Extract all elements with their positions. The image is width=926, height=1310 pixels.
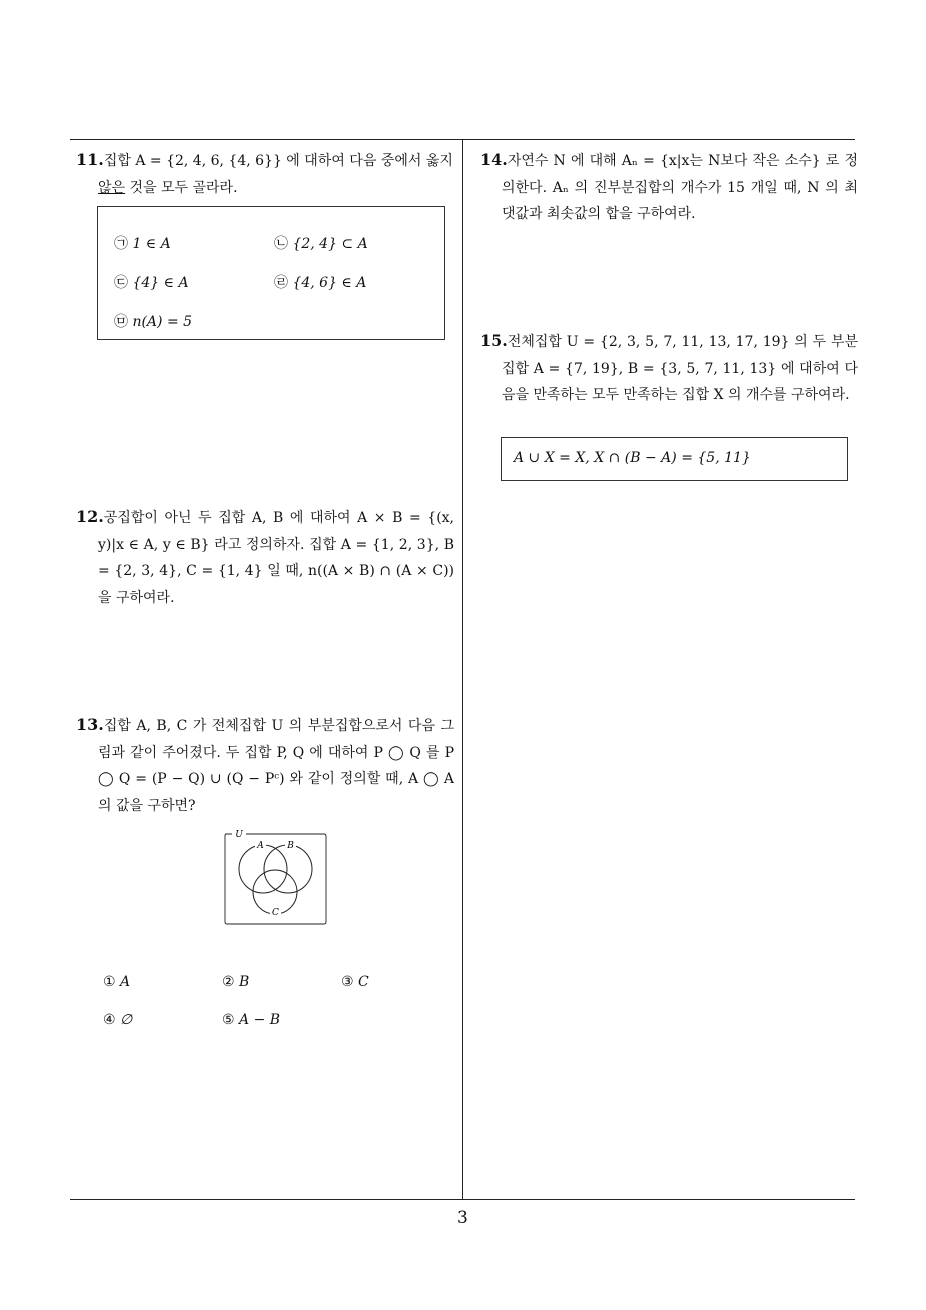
option-expr: n(A) = 5	[132, 314, 193, 330]
venn-label-b: B	[287, 841, 294, 851]
choice-expr: C	[358, 974, 369, 990]
question-number: 13.	[76, 715, 104, 734]
bottom-rule	[70, 1199, 855, 1200]
choice-4[interactable]	[103, 1012, 132, 1028]
question-15-condition: A ∪ X = X, X ∩ (B − A) = {5, 11}	[514, 450, 751, 466]
question-14	[480, 147, 858, 228]
question-number: 15.	[480, 331, 508, 350]
choice-2[interactable]	[222, 974, 249, 990]
option-mark: ㉠	[114, 236, 128, 252]
choice-mark: ⑤	[222, 1012, 235, 1028]
question-number: 12.	[76, 507, 104, 526]
page-number: 3	[457, 1208, 468, 1228]
question-15-text	[480, 328, 858, 409]
choice-3[interactable]	[341, 974, 369, 990]
question-14-text	[480, 147, 858, 228]
choice-expr: ∅	[120, 1012, 133, 1028]
question-number: 14.	[480, 150, 508, 169]
choice-expr: A − B	[239, 1012, 281, 1028]
option-rieul	[274, 272, 366, 292]
question-15	[480, 328, 858, 409]
option-expr: {4} ∈ A	[132, 275, 189, 291]
question-number: 11.	[76, 150, 104, 169]
question-12-text	[76, 504, 454, 611]
choice-expr: A	[120, 974, 131, 990]
underlined-word: 않은	[98, 179, 126, 196]
venn-label-u: U	[235, 830, 243, 840]
option-digeut	[114, 272, 189, 292]
question-12-stem: 공집합이 아닌 두 집합 A, B 에 대하여 A × B = {(x, y)|x ∈ A, y ∈ B} 라고 정의하자. 집합 A = {1, 2, 3}, B = {2, 3, 4}, C = {1, 4} 일 때, n((A × B) ∩ (A × C)) 을 구하여라.	[98, 510, 454, 606]
choice-mark: ④	[103, 1012, 116, 1028]
question-11-stem: 집합 A = {2, 4, 6, {4, 6}} 에 대하여 다음 중에서 옳지	[103, 153, 453, 169]
choice-mark: ①	[103, 974, 116, 990]
option-expr: {2, 4} ⊂ A	[292, 236, 368, 252]
option-expr: {4, 6} ∈ A	[292, 275, 367, 291]
question-11-text	[76, 147, 456, 201]
option-mark: ㉣	[274, 275, 288, 291]
question-12	[76, 504, 454, 611]
set-a-circle	[239, 845, 287, 893]
choice-expr: B	[239, 974, 250, 990]
question-11	[76, 147, 456, 201]
venn-label-a: A	[257, 841, 264, 851]
question-13	[76, 712, 454, 819]
option-nieun	[274, 233, 368, 253]
choice-1[interactable]	[103, 974, 130, 990]
question-13-stem: 집합 A, B, C 가 전체집합 U 의 부분집합으로서 다음 그림과 같이 주어졌다. 두 집합 P, Q 에 대하여 P ◯ Q 를 P ◯ Q = (P − Q) ∪ (Q − Pᶜ) 와 같이 정의할 때, A ◯ A 의 값을 구하면?	[98, 718, 454, 814]
choice-mark: ③	[341, 974, 354, 990]
question-13-text	[76, 712, 454, 819]
question-11-stem-rest: 것을 모두 골라라.	[125, 179, 238, 196]
venn-diagram	[222, 826, 330, 928]
option-mark: ㉡	[274, 236, 288, 252]
venn-label-c: C	[272, 908, 279, 918]
question-15-stem: 전체집합 U = {2, 3, 5, 7, 11, 13, 17, 19} 의 두 부분집합 A = {7, 19}, B = {3, 5, 7, 11, 13} 에 대하여 다음을 만족하는 모두 만족하는 집합 X 의 개수를 구하여라.	[502, 334, 858, 403]
choice-mark: ②	[222, 974, 235, 990]
option-giyeok	[114, 233, 171, 253]
option-mark: ㉤	[114, 314, 128, 330]
question-14-stem: 자연수 N 에 대해 Aₙ = {x|x는 N보다 작은 소수} 로 정의한다. Aₙ 의 진부분집합의 개수가 15 개일 때, N 의 최댓값과 최솟값의 합을 구하여라.	[502, 153, 858, 222]
column-divider	[462, 140, 463, 1200]
set-b-circle	[264, 845, 312, 893]
choice-5[interactable]	[222, 1012, 280, 1028]
option-mieum	[114, 311, 192, 331]
option-mark: ㉢	[114, 275, 128, 291]
option-expr: 1 ∈ A	[132, 236, 171, 252]
